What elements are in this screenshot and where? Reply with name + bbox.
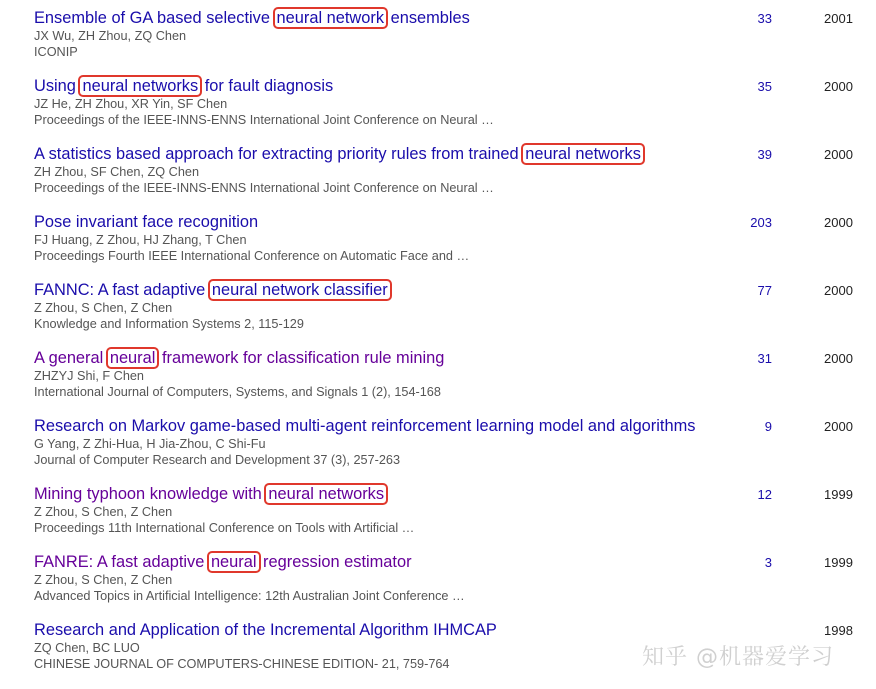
result-authors: ZQ Chen, BC LUO [34, 641, 140, 655]
result-venue: Proceedings of the IEEE-INNS-ENNS International Joint Conference on Neural … [34, 181, 494, 195]
cited-by-link[interactable]: 77 [757, 283, 772, 298]
cited-by-link[interactable]: 3 [764, 555, 772, 570]
title-text: for fault diagnosis [200, 77, 334, 95]
result-year: 2000 [824, 147, 853, 162]
keyword-highlight: neural networks [525, 145, 641, 163]
title-text: regression estimator [258, 553, 412, 571]
result-item [0, 408, 876, 476]
keyword-highlight: neural network classifier [211, 281, 388, 299]
title-text: Pose invariant face recognition [34, 213, 259, 231]
result-year: 2000 [824, 79, 853, 94]
result-authors: G Yang, Z Zhi-Hua, H Jia-Zhou, C Shi-Fu [34, 437, 266, 451]
result-item [0, 340, 876, 408]
result-venue: Knowledge and Information Systems 2, 115-129 [34, 317, 304, 331]
result-year: 2000 [824, 351, 853, 366]
result-title-link[interactable] [34, 620, 497, 640]
cited-by-link[interactable]: 203 [750, 215, 772, 230]
result-venue: Advanced Topics in Artificial Intelligence: 12th Australian Joint Conference … [34, 589, 465, 603]
title-text: Research and Application of the Incremental Algorithm IHMCAP [34, 621, 497, 639]
result-item [0, 544, 876, 612]
result-authors: Z Zhou, S Chen, Z Chen [34, 505, 173, 519]
result-authors: FJ Huang, Z Zhou, HJ Zhang, T Chen [34, 233, 247, 247]
title-text: Research on Markov game-based multi-agent reinforcement learning model and algorithms [34, 417, 696, 435]
result-venue: CHINESE JOURNAL OF COMPUTERS-CHINESE EDITION- 21, 759-764 [34, 657, 450, 671]
result-year: 2000 [824, 215, 853, 230]
result-item [0, 272, 876, 340]
title-text: Mining typhoon knowledge with [34, 485, 267, 503]
keyword-highlight: neural networks [268, 485, 385, 503]
result-year: 2000 [824, 283, 853, 298]
cited-by-link[interactable]: 9 [764, 419, 772, 434]
result-title-link[interactable] [34, 280, 390, 300]
result-item [0, 476, 876, 544]
keyword-highlight: neural [109, 349, 156, 367]
result-year: 1999 [824, 487, 853, 502]
result-title-link[interactable] [34, 212, 258, 232]
result-authors: JZ He, ZH Zhou, XR Yin, SF Chen [34, 97, 228, 111]
result-authors: ZH Zhou, SF Chen, ZQ Chen [34, 165, 199, 179]
result-title-link[interactable] [34, 76, 333, 96]
result-item [0, 0, 876, 68]
cited-by-link[interactable]: 35 [757, 79, 772, 94]
result-year: 1998 [824, 623, 853, 638]
cited-by-link[interactable]: 31 [757, 351, 772, 366]
title-text: Ensemble of GA based selective [34, 9, 275, 27]
title-text: ensembles [386, 9, 470, 27]
result-year: 2000 [824, 419, 853, 434]
keyword-highlight: neural [210, 553, 257, 571]
result-venue: Journal of Computer Research and Development 37 (3), 257-263 [34, 453, 401, 467]
result-authors: JX Wu, ZH Zhou, ZQ Chen [34, 29, 187, 43]
title-text: FANNC: A fast adaptive [34, 281, 210, 299]
result-title-link[interactable] [34, 552, 412, 572]
result-authors: Z Zhou, S Chen, Z Chen [34, 573, 173, 587]
result-item [0, 136, 876, 204]
watermark: 知乎 @机器爱学习 [642, 645, 834, 670]
result-authors: Z Zhou, S Chen, Z Chen [34, 301, 173, 315]
result-item [0, 68, 876, 136]
result-title-link[interactable] [34, 416, 695, 436]
cited-by-link[interactable]: 39 [757, 147, 772, 162]
cited-by-link[interactable]: 33 [757, 11, 772, 26]
cited-by-link[interactable]: 12 [757, 487, 772, 502]
result-venue: Proceedings 11th International Conference on Tools with Artificial … [34, 521, 415, 535]
result-year: 2001 [824, 11, 853, 26]
title-text: Using [34, 77, 81, 95]
result-title-link[interactable] [34, 484, 386, 504]
result-title-link[interactable] [34, 144, 643, 164]
result-venue: International Journal of Computers, Systems, and Signals 1 (2), 154-168 [34, 385, 441, 399]
keyword-highlight: neural network [276, 9, 385, 27]
keyword-highlight: neural networks [82, 77, 199, 95]
result-title-link[interactable] [34, 8, 470, 28]
result-title-link[interactable] [34, 348, 444, 368]
title-text: framework for classification rule mining [157, 349, 445, 367]
title-text: A statistics based approach for extracting priority rules from trained [34, 145, 524, 163]
result-venue: ICONIP [34, 45, 78, 59]
result-venue: Proceedings Fourth IEEE International Conference on Automatic Face and … [34, 249, 470, 263]
result-authors: ZHZYJ Shi, F Chen [34, 369, 144, 383]
title-text: FANRE: A fast adaptive [34, 553, 209, 571]
result-item [0, 204, 876, 272]
result-year: 1999 [824, 555, 853, 570]
result-venue: Proceedings of the IEEE-INNS-ENNS International Joint Conference on Neural … [34, 113, 494, 127]
title-text: A general [34, 349, 108, 367]
